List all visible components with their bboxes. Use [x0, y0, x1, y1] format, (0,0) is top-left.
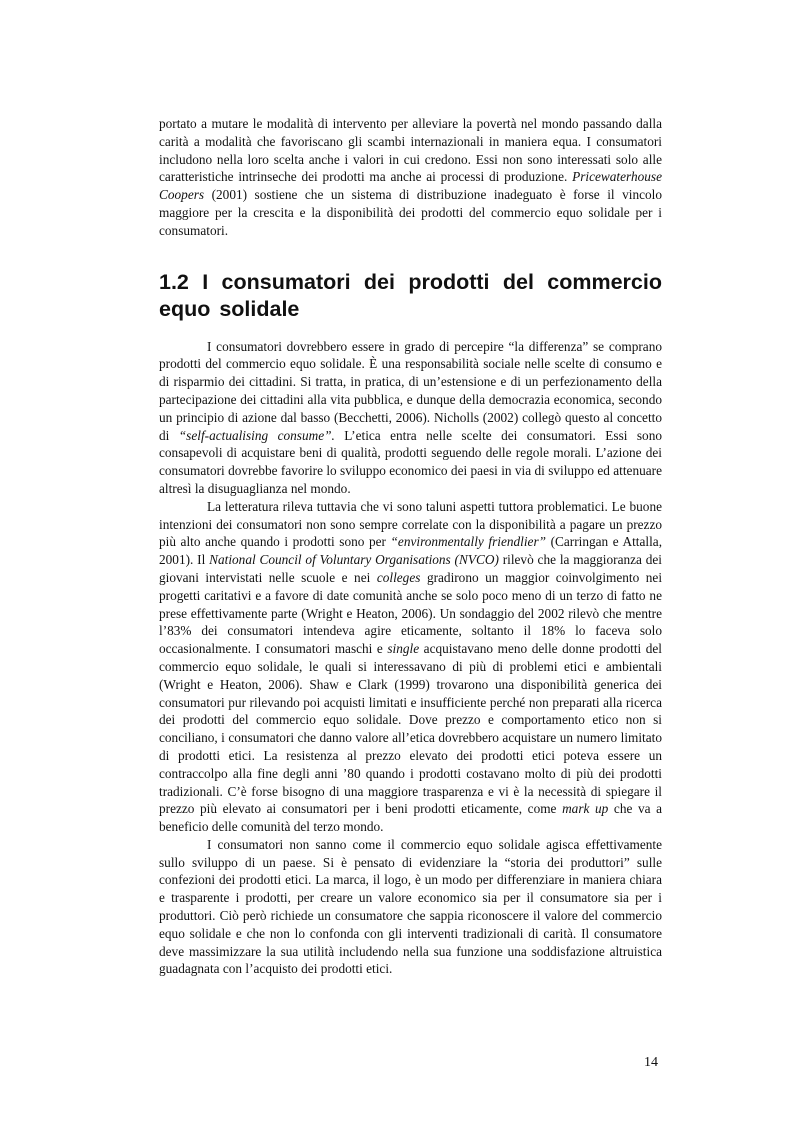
italic-term: single	[387, 641, 420, 657]
intro-paragraph: portato a mutare le modalità di intervento per alleviare la povertà nel mondo passando dalla carità a modalità che favoriscano gli scambi internazionali in maniera equa. I consumatori includono nella loro scelta anche i valori in cui credono. Essi non sono interessati solo alle caratteristiche intrinseche dei prodotti ma anche ai processi di produzione. Pricewaterhouse Coopers (2001) sostiene che un sistema di distribuzione inadeguato è forse il vincolo maggiore per la crescita e la disponibilità dei prodotti del commercio equo solidale per i consumatori.	[159, 116, 662, 238]
company-name: Pricewaterhouse Coopers	[159, 169, 662, 203]
italic-term: “environmentally friendlier”	[390, 534, 547, 550]
body-paragraph: La letteratura rileva tuttavia che vi sono taluni aspetti tuttora problematici. Le buone intenzioni dei consumatori non sono sempre correlate con la disponibilità a pagare un prezzo più alto anche quando i prodotti sono per “environmentally friendlier” (Carringan e Attalla, 2001). Il National Council of Voluntary Organisations (NVCO) rilevò che la maggioranza dei giovani intervistati nelle scuole e nei colleges gradirono un maggior coinvolgimento nei progetti caritativi e a favore di date comunità anche se solo poco meno di un terzo di fatto ne prese effettivamente parte (Wright e Heaton, 2006). Un sondaggio del 2002 rilevò che mentre l’83% dei consumatori intendeva agire eticamente, soltanto il 18% lo faceva solo occasionalmente. I consumatori maschi e single acquistavano meno delle donne prodotti del commercio equo solidale, le quali si interessavano di più di problemi etici e ambientali (Wright e Heaton, 2006). Shaw e Clark (1999) trovarono una disponibilità generica dei consumatori pur rilevando poi acquisti limitati e insufficiente perché non preparati alla ricerca dei prodotti del commercio equo solidale. Dove prezzo e comportamento etico non si conciliano, i consumatori che danno valore all’etica dovrebbero acquistare un numero limitato di prodotti etici. La resistenza al prezzo elevato dei prodotti etici poteva essere un contraccolpo alla fine degli anni ’80 quando i prodotti costavano molto di più dei prodotti tradizionali. C’è forse bisogno di una maggiore trasparenza e vi è la necessità di spiegare il prezzo più elevato ai consumatori per i beni prodotti eticamente, come mark up che va a beneficio delle comunità del terzo mondo.	[159, 498, 663, 835]
body-paragraph: I consumatori non sanno come il commercio equo solidale agisca effettivamente sullo sviluppo di un paese. Si è pensato di evidenziare la “storia dei produttori” sulle confezioni dei prodotti etici. La marca, il logo, è un modo per differenziare in maniera chiara e trasparente i prodotti, per creare un valore economico sia per il consumatore sia per i produttori. Ciò però richiede un consumatore che sappia riconoscere il valore del commercio equo solidale e che non lo confonda con gli interventi tradizionali di carità. Il consumatore deve massimizzare la sua utilità includendo nella sua funzione una soddisfazione altruistica guadagnata con l’acquisto dei prodotti etici.	[159, 836, 662, 977]
body-paragraph: I consumatori dovrebbero essere in grado di percepire “la differenza” se comprano prodotti del commercio equo solidale. È una responsabilità sociale nelle scelte di consumo e di risparmio dei cittadini. Si tratta, in pratica, di un’estensione e di un perfezionamento della partecipazione dei cittadini alla vita pubblica, e dunque della democrazia economica, secondo un principio di azione dal basso (Becchetti, 2006). Nicholls (2002) collegò questo al concetto di “self-actualising consume”. L’etica entra nelle scelte dei consumatori. Essi sono consapevoli di acquistare beni di qualità, prodotti seguendo delle regole morali. L’azione dei consumatori dovrebbe favorire lo sviluppo economico dei paesi in via di sviluppo ed attenuare altresì la disuguaglianza nel mondo.	[159, 338, 662, 496]
italic-term: “self-actualising consume”.	[178, 427, 335, 443]
italic-term: colleges	[376, 569, 421, 585]
section-heading: 1.2 I consumatori dei prodotti del commercio equo solidale	[159, 269, 662, 321]
page-content	[159, 115, 662, 978]
italic-term: National Council of Voluntary Organisations (NVCO)	[209, 552, 499, 568]
italic-term: mark up	[562, 801, 609, 817]
page-number: 14	[644, 1055, 658, 1070]
